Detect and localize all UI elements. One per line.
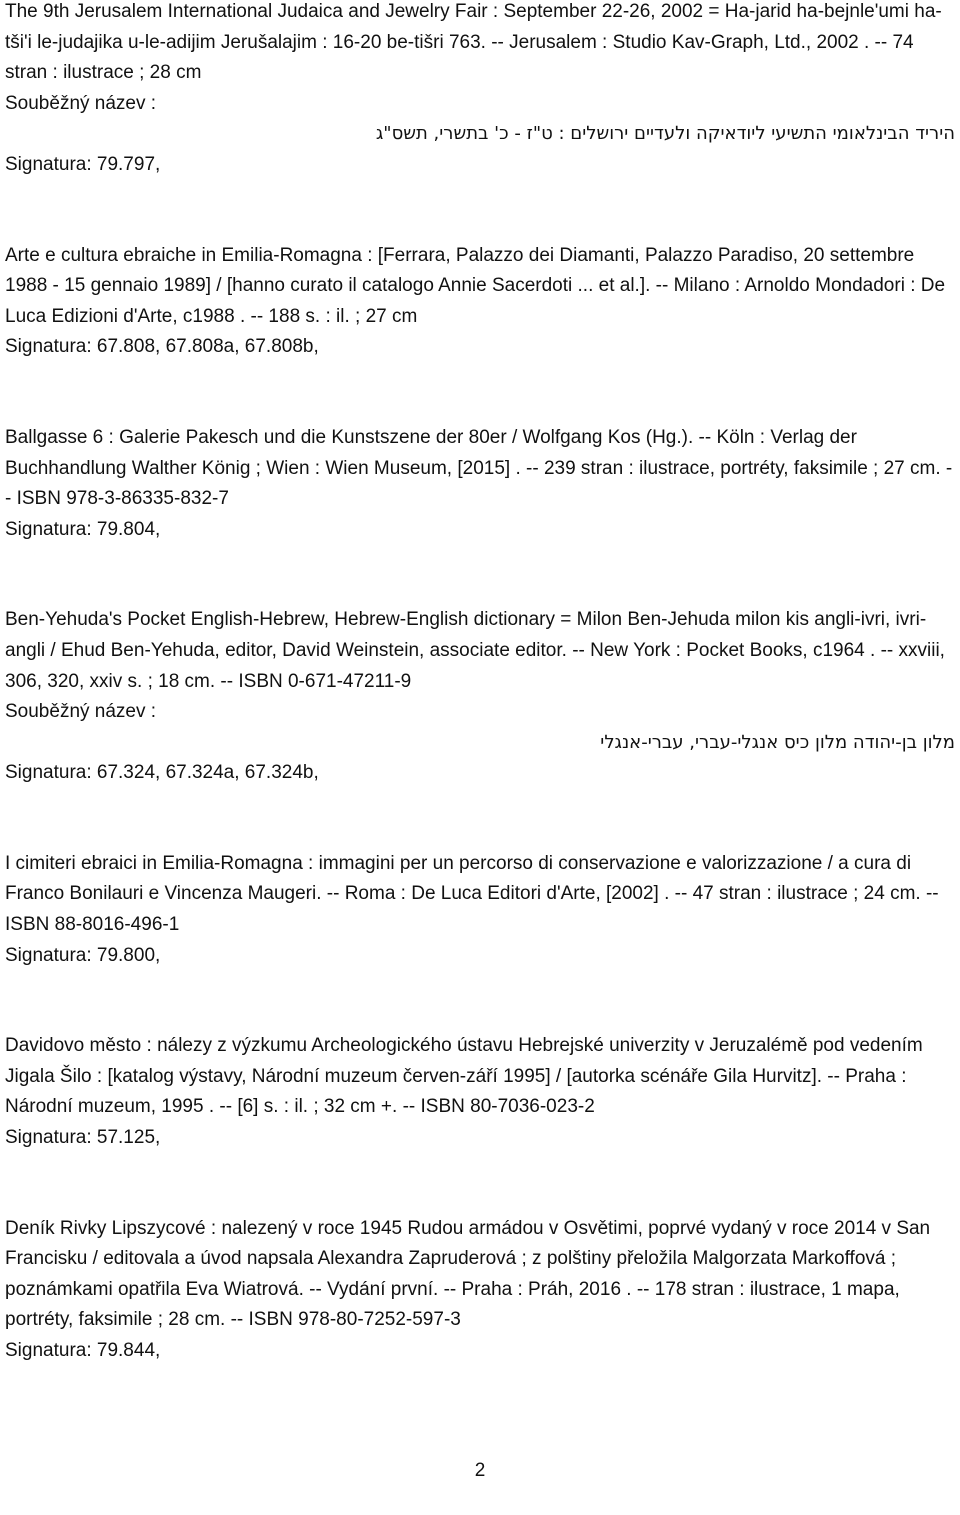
- catalog-entry: [5, 423, 955, 545]
- signature: Signatura: 79.800,: [5, 944, 161, 966]
- entry-description: I cimiteri ebraici in Emilia-Romagna : immagini per un percorso di conservazione e valorizzazione / a cura di Franco Bonilauri e Vincenza Maugeri. -- Roma : De Luca Editori d'Arte, [2002] . -- 47 stran : ilustrace ; 24 cm. -- ISBN 88-8016-496-1: [5, 852, 939, 936]
- parallel-title-label: Souběžný název :: [5, 92, 157, 114]
- signature: Signatura: 57.125,: [5, 1127, 161, 1149]
- catalog-entry: [5, 849, 955, 971]
- signature: Signatura: 67.324, 67.324a, 67.324b,: [5, 762, 319, 784]
- signature: Signatura: 67.808, 67.808a, 67.808b,: [5, 336, 319, 358]
- entry-description: Deník Rivky Lipszycové : nalezený v roce 1945 Rudou armádou v Osvětimi, poprvé vydaný v roce 2014 v San Francisku / editovala a úvod napsala Alexandra Zapruderová ; z polštiny přeložila Malgorzata Markoffová ; poznámkami opatřila Eva Wiatrová. -- Vydání první. -- Praha : Práh, 2016 . -- 178 stran : ilustrace, 1 mapa, portréty, faksimile ; 28 cm. -- ISBN 978-80-7252-597-3: [5, 1217, 931, 1331]
- signature: Signatura: 79.797,: [5, 153, 161, 175]
- catalog-entry: [5, 1214, 955, 1367]
- entry-description: Arte e cultura ebraiche in Emilia-Romagna : [Ferrara, Palazzo dei Diamanti, Palazzo Paradiso, 20 settembre 1988 - 15 gennaio 1989] / [hanno curato il catalogo Annie Sacerdoti ... et al.]. -- Milano : Arnoldo Mondadori : De Luca Edizioni d'Arte, c1988 . -- 188 s. : il. ; 27 cm: [5, 244, 946, 327]
- catalog-entry: [5, 605, 955, 789]
- parallel-title-hebrew: מלון בן-יהודה מלון כיס אנגלי-עברי, עברי-אנגלי: [600, 731, 955, 753]
- signature: Signatura: 79.844,: [5, 1340, 161, 1361]
- entry-description: Ballgasse 6 : Galerie Pakesch und die Kunstszene der 80er / Wolfgang Kos (Hg.). -- Köln : Verlag der Buchhandlung Walther König ; Wien : Wien Museum, [2015] . -- 239 stran : ilustrace, portréty, faksimile ; 27 cm. -- ISBN 978-3-86335-832-7: [5, 426, 953, 510]
- catalog-page: [5, 0, 955, 1427]
- entry-description: Ben-Yehuda's Pocket English-Hebrew, Hebrew-English dictionary = Milon Ben-Jehuda milon kis angli-ivri, ivri-angli / Ehud Ben-Yehuda, editor, David Weinstein, associate editor. -- New York : Pocket Books, c1964 . -- xxviii, 306, 320, xxiv s. ; 18 cm. -- ISBN 0-671-47211-9: [5, 609, 945, 692]
- entry-description: Davidovo město : nálezy z výzkumu Archeologického ústavu Hebrejské univerzity v Jeruzalémě pod vedením Jigala Šilo : [katalog výstavy, Národní muzeum červen-září 1995] / [autorka scénáře Gila Hurvitz]. -- Praha : Národní muzeum, 1995 . -- [6] s. : il. ; 32 cm +. -- ISBN 80-7036-023-2: [5, 1035, 923, 1118]
- catalog-entry: [5, 0, 955, 181]
- parallel-title-label: Souběžný název :: [5, 701, 157, 723]
- entry-description: The 9th Jerusalem International Judaica and Jewelry Fair : September 22-26, 2002 = Ha-jarid ha-bejnle'umi ha-tši'i le-judajika u-le-adijim Jerušalajim : 16-20 be-tišri 763. -- Jerusalem : Studio Kav-Graph, Ltd., 2002 . -- 74 stran : ilustrace ; 28 cm: [5, 1, 942, 84]
- signature: Signatura: 79.804,: [5, 518, 161, 540]
- page-number: 2: [474, 1460, 486, 1481]
- parallel-title-hebrew: היריד הבינלאומי התשיעי ליודאיקה ולעדיים ירושלים : ט"ז - כ' בתשרי, תשס"ג: [375, 123, 955, 145]
- catalog-entry: [5, 1031, 955, 1153]
- catalog-entry: [5, 241, 955, 363]
